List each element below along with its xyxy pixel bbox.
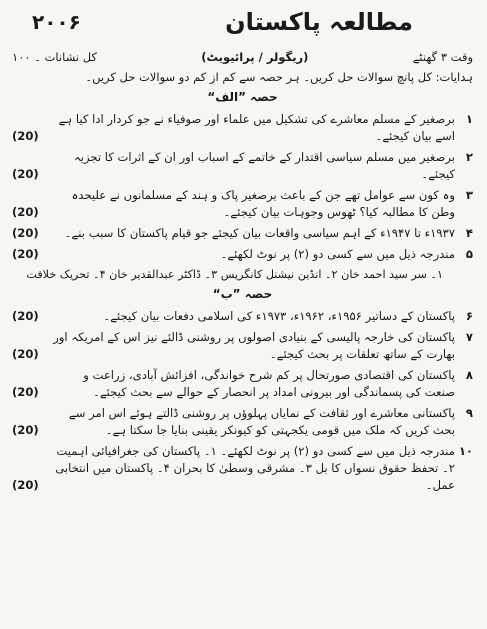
question-number: ۷ [465,330,473,344]
exam-year: ۲۰۰۶ [32,10,81,34]
exam-time: وقت ۳ گھنٹے [412,50,473,64]
question-marks: (20) [12,129,39,143]
question-number: ۹ [465,406,473,420]
question-text: مندرجہ ذیل میں سے کسی دو (۲) پر نوٹ لکھئے۔ [220,247,455,261]
question-2 [12,149,473,183]
question-5 [12,246,473,263]
question-number: ۶ [465,309,473,323]
question-number: ۸ [465,368,473,382]
page-title: مطالعہ پاکستان [225,8,413,36]
question-marks: (20) [12,478,39,492]
question-marks: (20) [12,347,39,361]
question-marks: (20) [12,247,39,261]
question-text: پاکستان کی خارجہ پالیسی کے بنیادی اصولوں پر روشنی ڈالئے نیز اس کے امریکہ اور بھارت کے ساتھ تعلقات پر بحث کیجئے۔ [53,330,455,361]
question-text: پاکستانی معاشرے اور ثقافت کے نمایاں پہلوؤں پر روشنی ڈالتے ہوئے اس امر سے بحث کریں کہ ملک میں قومی یکجہتی کو کیونکر یقینی بنایا جا سکتا ہے۔ [68,406,455,437]
question-number: ۲ [465,150,473,164]
question-4 [12,225,473,242]
question-number: ۵ [465,247,473,261]
question-text: برصغیر کے مسلم معاشرے کی تشکیل میں علماء اور صوفیاء نے جو کردار ادا کیا ہے اسے بیان کیجئے۔ [58,112,455,143]
question-10 [12,443,473,494]
question-text: پاکستان کی اقتصادی صورتحال پر کم شرح خواندگی، افزائش آبادی، زراعت و صنعت کی پسماندگی اور بیرونی امداد پر انحصار کے حوالے سے بحث کیجئے۔ [83,368,455,399]
question-marks: (20) [12,423,39,437]
section-a-questions [12,111,473,283]
page-header [12,8,473,42]
question-3 [12,187,473,221]
question-text: پاکستان کے دساتیر ۱۹۵۶ء، ۱۹۶۲ء، ۱۹۷۳ء کی اسلامی دفعات بیان کیجئے۔ [103,309,455,323]
question-marks: (20) [12,385,39,399]
question-5-options: ۱۔ سر سید احمد خان ۲۔ انڈین نیشنل کانگریس ۳۔ ڈاکٹر عبدالقدیر خان ۴۔ تحریک خلافت [26,268,443,281]
question-text: وہ کون سے عوامل تھے جن کے باعث برصغیر پاک و ہند کے مسلمانوں نے علیحدہ وطن کا مطالبہ کیا؟ ٹھوس وجوہات بیان کیجئے۔ [71,188,455,219]
question-marks: (20) [12,205,39,219]
question-number: ۳ [465,188,473,202]
question-6 [12,308,473,325]
question-7 [12,329,473,363]
section-b-title: حصہ ”ب“ [212,287,273,301]
question-1 [12,111,473,145]
section-a-title: حصہ ”الف“ [207,90,278,104]
question-marks: (20) [12,167,39,181]
question-8 [12,367,473,401]
question-9 [12,405,473,439]
section-b-questions [12,308,473,494]
question-number: ۱۰ [458,444,473,458]
exam-info-row [12,48,473,66]
exam-mode: (ریگولر / پرائیویٹ) [201,50,309,64]
question-text: ۱۹۳۷ء تا ۱۹۴۷ء کے اہم سیاسی واقعات بیان کیجئے جو قیام پاکستان کا سبب بنے۔ [64,226,455,240]
question-number: ۱ [465,112,473,126]
question-text: برصغیر میں مسلم سیاسی اقتدار کے خاتمے کے اسباب اور ان کے اثرات کا تجزیہ کیجئے۔ [73,150,455,181]
instructions: ہدایات: کل پانچ سوالات حل کریں۔ ہر حصہ سے کم از کم دو سوالات حل کریں۔ [85,70,473,84]
question-marks: (20) [12,309,39,323]
total-marks: کل نشانات ۔ ۱۰۰ [12,50,97,64]
question-marks: (20) [12,226,39,240]
question-number: ۴ [465,226,473,240]
question-text: مندرجہ ذیل میں سے کسی دو (۲) پر نوٹ لکھئے۔ ۱۔ پاکستان کی جغرافیائی اہمیت ۲۔ تحفظ حقوق نسواں کا بل ۳۔ مشرقی وسطیٰ کا بحران ۴۔ پاکستان میں انتخابی عمل۔ [55,444,455,492]
